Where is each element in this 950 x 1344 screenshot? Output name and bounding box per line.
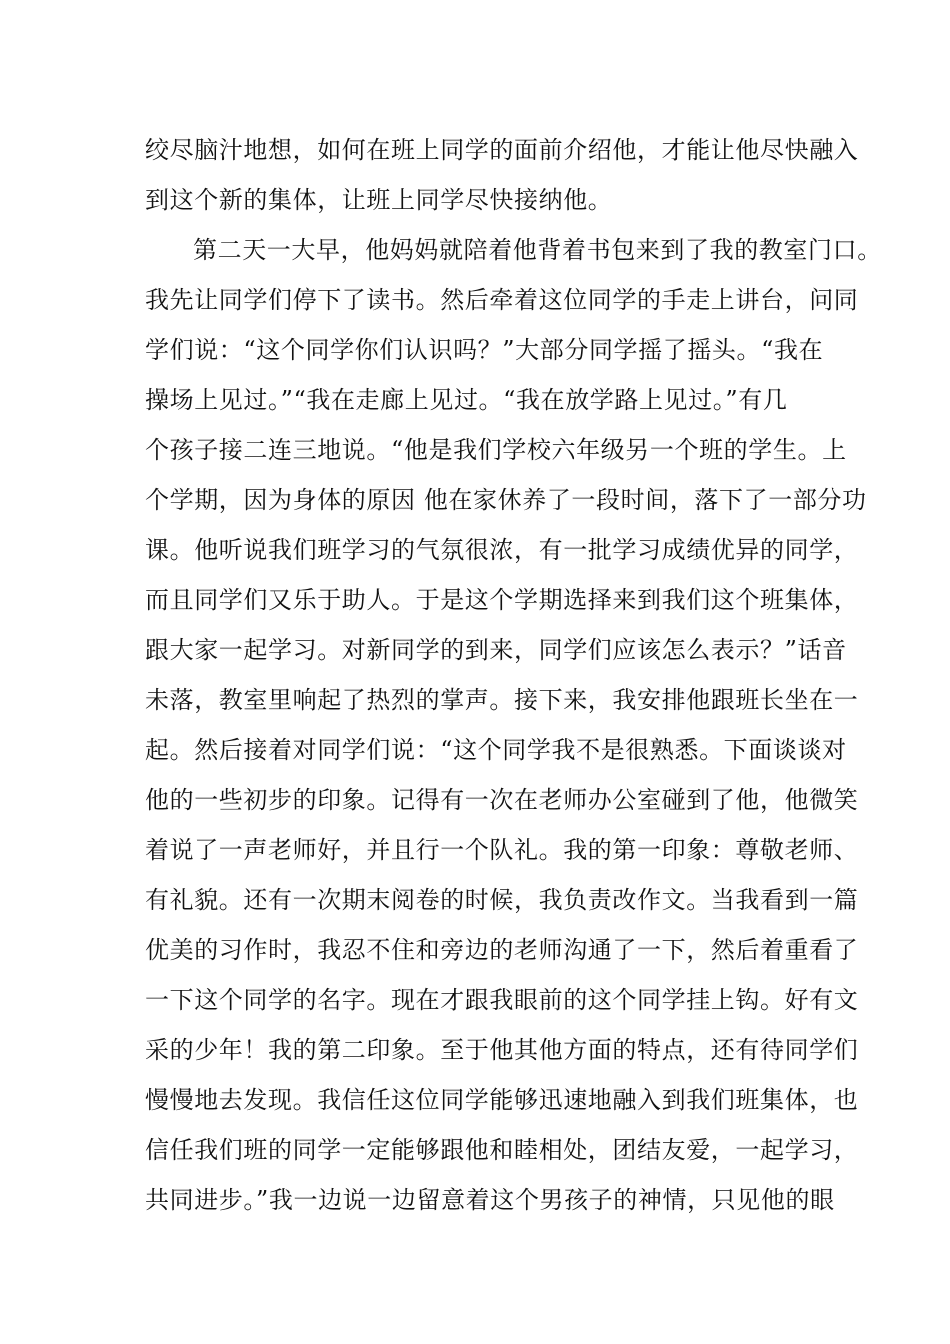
text-line: 着说了一声老师好，并且行一个队礼。我的第一印象：尊敬老师、 [145,836,859,864]
text-line: 个孩子接二连三地说。“他是我们学校六年级另一个班的学生。上 [145,436,847,464]
text-line: 他的一些初步的印象。记得有一次在老师办公室碰到了他，他微笑 [145,786,859,814]
text-line: 未落，教室里响起了热烈的掌声。接下来，我安排他跟班长坐在一 [145,686,859,714]
text-line: 课。他听说我们班学习的气氛很浓，有一批学习成绩优异的同学， [145,536,859,564]
text-line: 我先让同学们停下了读书。然后牵着这位同学的手走上讲台，问同 [145,286,859,314]
text-line: 到这个新的集体，让班上同学尽快接纳他。 [145,186,613,214]
text-line: 起。然后接着对同学们说：“这个同学我不是很熟悉。下面谈谈对 [145,736,847,764]
text-line: 优美的习作时，我忍不住和旁边的老师沟通了一下，然后着重看了 [145,936,859,964]
text-line: 个学期，因为身体的原因 他在家休养了一段时间，落下了一部分功 [145,486,867,514]
text-line: 绞尽脑汁地想，如何在班上同学的面前介绍他，才能让他尽快融入 [145,136,859,164]
text-line: 采的少年！我的第二印象。至于他其他方面的特点，还有待同学们 [145,1036,859,1064]
text-line: 操场上见过。”“我在走廊上见过。“我在放学路上见过。”有几 [145,386,788,414]
text-line: 信任我们班的同学一定能够跟他和睦相处，团结友爱，一起学习， [145,1136,859,1164]
text-line: 学们说：“这个同学你们认识吗？”大部分同学摇了摇头。“我在 [145,336,824,364]
text-line: 而且同学们又乐于助人。于是这个学期选择来到我们这个班集体， [145,586,859,614]
text-line: 一下这个同学的名字。现在才跟我眼前的这个同学挂上钩。好有文 [145,986,859,1014]
paragraph-start-line: 第二天一大早，他妈妈就陪着他背着书包来到了我的教室门口。 [193,236,882,264]
text-line: 慢慢地去发现。我信任这位同学能够迅速地融入到我们班集体，也 [145,1086,859,1114]
text-line: 有礼貌。还有一次期末阅卷的时候，我负责改作文。当我看到一篇 [145,886,859,914]
text-line: 跟大家一起学习。对新同学的到来，同学们应该怎么表示？”话音 [145,636,847,664]
text-line: 共同进步。”我一边说一边留意着这个男孩子的神情，只见他的眼 [145,1186,835,1214]
